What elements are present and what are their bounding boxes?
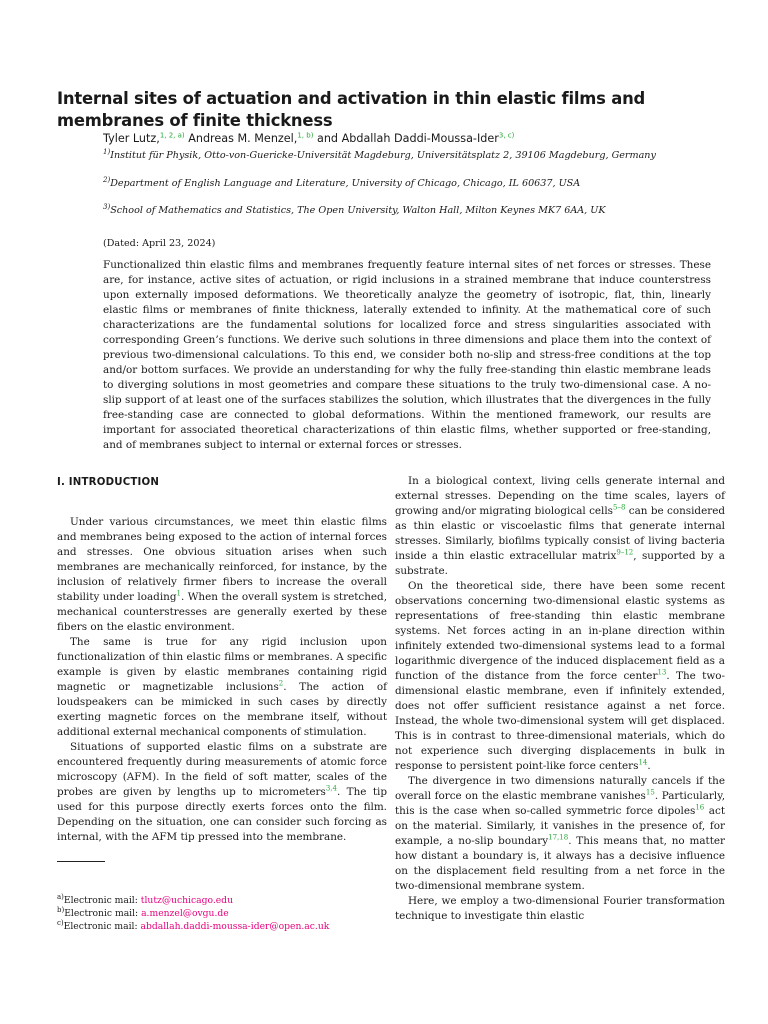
paragraph: Under various circumstances, we meet thin elastic films and membranes being exposed to the action of internal forces and stresses. One obvious situation arises when such membranes are mechanically reinforced, for instance, by the inclusion of relatively firmer fibers to increase the overall stability under loading$^1$. When the overall system is stretched, mechanical counterstresses are generally exerted by these fibers on the elastic environment. xyxy=(57,516,388,633)
affiliation-mark: 3) xyxy=(103,202,111,211)
paragraph: On the theoretical side, there have been some recent observations concerning two-dimensional elastic systems as representations of free-standing thin elastic membrane systems. Net forces acting in an in-plane direction within infinitely extended two-dimensional systems lead to a formal logarithmic divergence of the induced displacement field as a function of the distance from the force center$^{13}$. The two-dimensional elastic membrane, even if infinitely extended, does not offer sufficient resistance against a net force. Instead, the whole two-dimensional system will get displaced. This is in contrast to three-dimensional materials, which do not experience such diverging displacements in bulk in response to persistent point-like force centers$^{14}$. xyxy=(395,580,725,772)
author-name: Tyler Lutz, xyxy=(103,132,160,145)
citation-link[interactable]: 1 xyxy=(176,589,181,598)
footnote: $^{c)}$Electronic mail: abdallah.daddi-moussa-ider@open.ac.uk xyxy=(57,918,330,932)
citation-link[interactable]: 17,18 xyxy=(548,833,569,842)
affiliation xyxy=(103,204,663,218)
citation-link[interactable]: 9–12 xyxy=(616,548,634,557)
citation-link[interactable]: 14 xyxy=(638,758,648,767)
email-link[interactable]: tlutz@uchicago.edu xyxy=(140,895,233,906)
author-marks[interactable]: 1, 2, a) xyxy=(159,131,185,140)
affiliation xyxy=(103,149,663,163)
affiliation-text: School of Mathematics and Statistics, The Open University, Walton Hall, Milton Keynes MK7 6AA, UK xyxy=(110,205,606,216)
abstract: Functionalized thin elastic films and membranes frequently feature internal sites of net forces or stresses. These are, for instance, active sites of actuation, or rigid inclusions in a strained membrane that induce counterstress upon externally imposed deformations. We theoretically analyze the geometry of isotropic, flat, thin, linearly elastic films or membranes of finite thickness, laterally extended to infinity. At the mathematical core of such characterizations are the fundamental solutions for localized force and stress singularities associated with corresponding Green’s functions. We derive such solutions in three dimensions and place them into the context of previous two-dimensional calculations. To this end, we consider both no-slip and stress-free conditions at the top and/or bottom surfaces. We provide an understanding for why the fully free-standing thin elastic membrane leads to diverging solutions in most geometries and compare these situations to the truly two-dimensional case. A no-slip support of at least one of the surfaces stabilizes the solution, which illustrates that the divergences in the fully free-standing case are connected to global deformations. Within the mentioned framework, our results are important for associated theoretical characterizations of thin elastic films, whether supported or free-standing, and of membranes subject to internal or external forces or stresses. xyxy=(103,259,711,451)
paper-title: Internal sites of actuation and activation in thin elastic films and membranes of finite thickness xyxy=(57,89,646,130)
date-line: (Dated: April 23, 2024) xyxy=(103,238,216,249)
affiliation-mark: 1) xyxy=(103,147,111,156)
email-link[interactable]: abdallah.daddi-moussa-ider@open.ac.uk xyxy=(140,921,330,932)
footnote-divider xyxy=(57,861,105,862)
citation-link[interactable]: 16 xyxy=(695,803,705,812)
author-marks[interactable]: 1, b) xyxy=(297,131,314,140)
paragraph: The divergence in two dimensions naturally cancels if the overall force on the elastic membrane vanishes$^{15}$. Particularly, this is the case when so-called symmetric force dipoles$^{16}$ act on the material. Similarly, it vanishes in the presence of, for example, a no-slip boundary$^{17,18}$. This means that, no matter how distant a boundary is, it always has a decisive influence on the displacement field resulting from a net force in the two-dimensional membrane system. xyxy=(395,775,725,892)
footnotes xyxy=(57,894,387,933)
paragraph: The same is true for any rigid inclusion upon functionalization of thin elastic films or membranes. A specific example is given by elastic membranes containing rigid magnetic or magnetizable inclusions$^2$. The action of loudspeakers can be mimicked in such cases by directly exerting magnetic forces on the membrane itself, without additional external mechanical components of stimulation. xyxy=(57,636,387,738)
author-name: Andreas M. Menzel, xyxy=(184,132,298,145)
right-column xyxy=(395,474,725,924)
footnote: $^{a)}$Electronic mail: tlutz@uchicago.edu xyxy=(57,892,233,906)
citation-link[interactable]: 3,4 xyxy=(325,784,337,793)
affiliation-text: Institut für Physik, Otto-von-Guericke-Universität Magdeburg, Universitätsplatz 2, 39106 Magdeburg, Germany xyxy=(110,150,656,161)
affiliation xyxy=(103,177,663,191)
affiliation-mark: 2) xyxy=(103,175,111,184)
citation-link[interactable]: 15 xyxy=(645,788,655,797)
author-list xyxy=(103,131,723,146)
author-name: and Abdallah Daddi-Moussa-Ider xyxy=(313,132,499,145)
paragraph: In a biological context, living cells generate internal and external stresses. Depending on the time scales, layers of growing and/or migrating biological cells$^{5-8}$ can be considered as thin elastic or viscoelastic films that generate internal stresses. Similarly, biofilms typically consist of living bacteria inside a thin elastic extracellular matrix$^{9-12}$, supported by a substrate. xyxy=(395,475,725,577)
citation-link[interactable]: 5–8 xyxy=(613,503,626,512)
left-column xyxy=(57,476,387,862)
citation-link[interactable]: 2 xyxy=(278,679,284,688)
email-link[interactable]: a.menzel@ovgu.de xyxy=(141,908,229,919)
paragraph: Here, we employ a two-dimensional Fourier transformation technique to investigate thin elastic xyxy=(395,895,725,922)
author-marks[interactable]: 3, c) xyxy=(498,131,515,140)
affiliation-text: Department of English Language and Literature, University of Chicago, Chicago, IL 60637, USA xyxy=(110,178,581,189)
footnote: $^{b)}$Electronic mail: a.menzel@ovgu.de xyxy=(57,905,229,919)
citation-link[interactable]: 13 xyxy=(657,668,667,677)
paragraph: Situations of supported elastic films on a substrate are encountered frequently during measurements of atomic force microscopy (AFM). In the field of soft matter, scales of the probes are given by lengths up to micrometers$^{3,4}$. The tip used for this purpose directly exerts forces onto the film. Depending on the situation, one can consider such forcing as internal, with the AFM tip pressed into the membrane. xyxy=(57,741,387,843)
section-heading: I. INTRODUCTION xyxy=(57,477,160,488)
